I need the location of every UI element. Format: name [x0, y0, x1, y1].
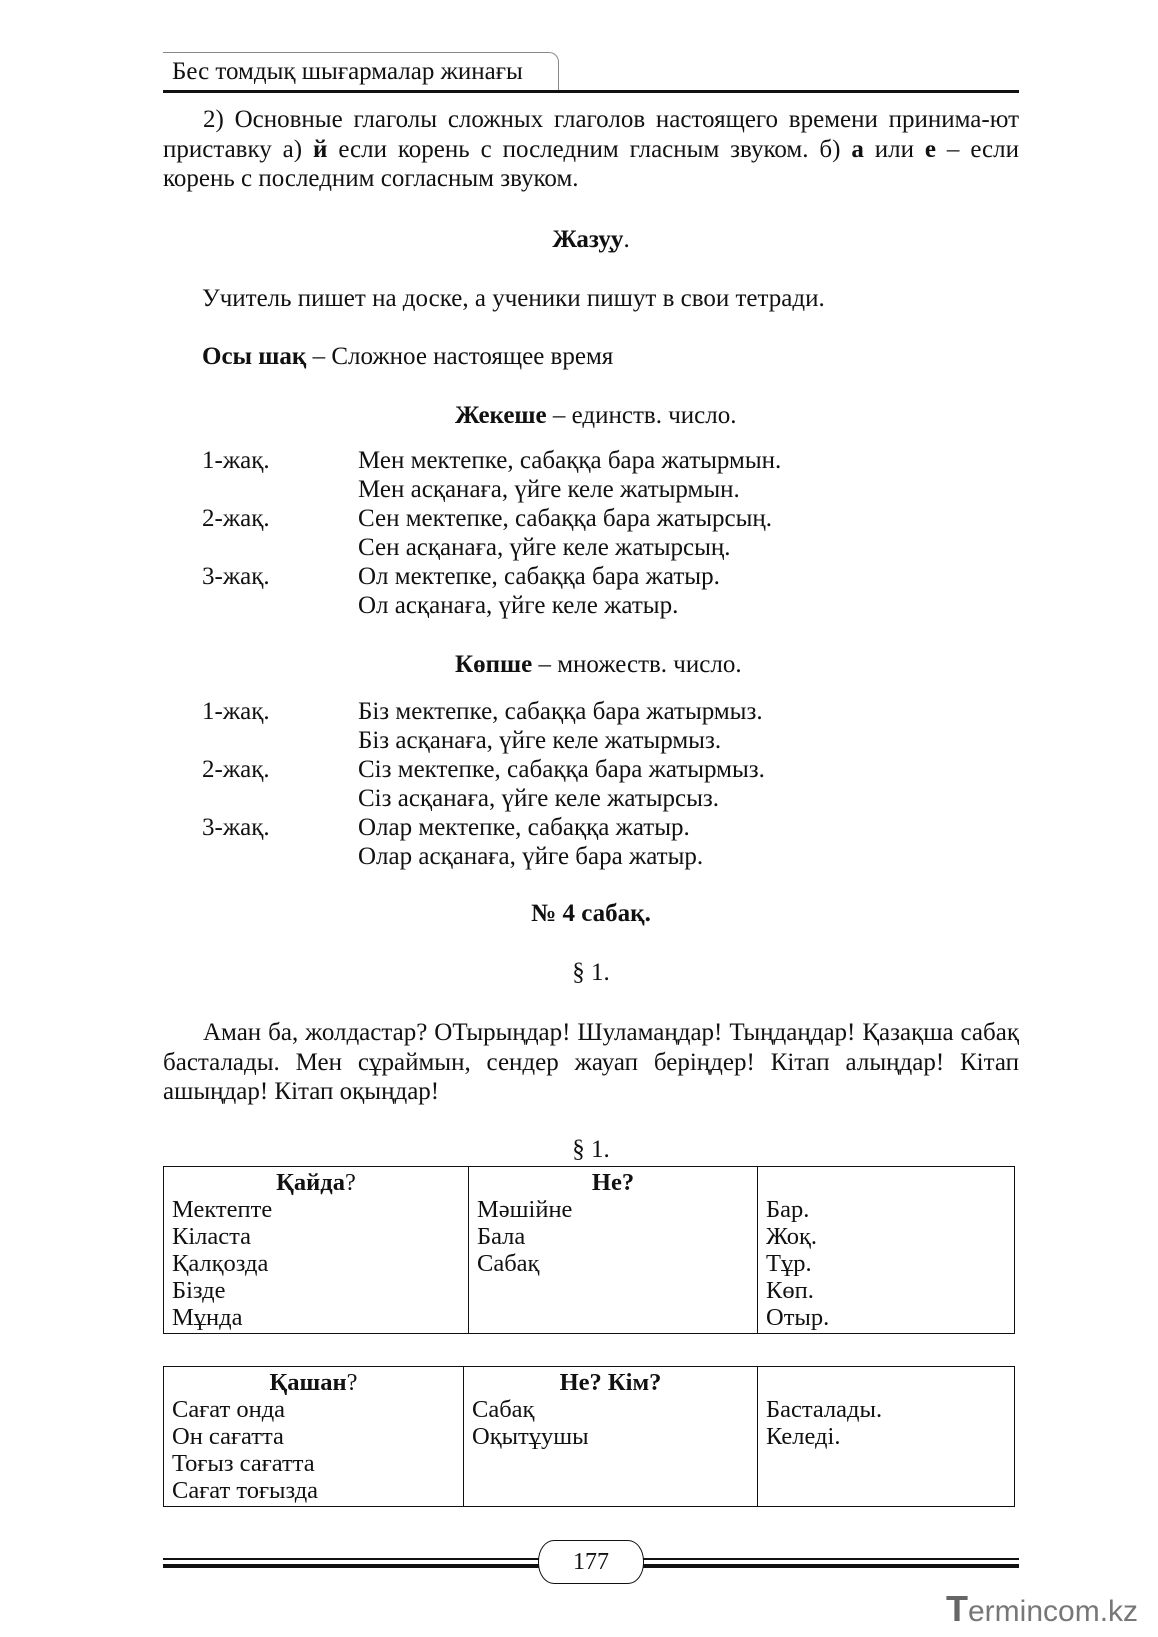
singular-label-1: 1-жақ. — [202, 447, 270, 474]
cell-text: Келеді. — [766, 1423, 841, 1450]
singular-sentence: Сен асқанаға, үйге келе жатырсың. — [358, 534, 731, 561]
plural-sentence: Олар асқанаға, үйге бара жатыр. — [358, 843, 704, 870]
singular-label-3: 3-жақ. — [202, 563, 270, 590]
column-header-empty — [766, 1169, 1006, 1196]
table-cell — [758, 1167, 1015, 1334]
writing-heading: Жазу̧у. — [552, 226, 630, 253]
cell-text: Мәшійне — [477, 1196, 573, 1223]
cell-text: Тұр. — [766, 1250, 812, 1277]
column-header: Не? — [591, 1169, 635, 1196]
column-header: Не? Кім? — [559, 1369, 662, 1396]
cell-text: Сабақ — [477, 1250, 540, 1277]
cell-text: Тоғыз сағатта — [172, 1450, 315, 1477]
table-cell — [164, 1167, 469, 1334]
cell-text: Басталады. — [766, 1396, 883, 1423]
cell-text: Бала — [477, 1223, 526, 1250]
plural-sentence: Олар мектепке, сабаққа жатыр. — [358, 814, 690, 841]
plural-sentence: Сіз мектепке, сабаққа бара жатырмыз. — [358, 756, 765, 783]
table-cell — [469, 1167, 758, 1334]
cell-text: Қалқозда — [172, 1250, 269, 1277]
plural-label-3: 3-жақ. — [202, 814, 270, 841]
singular-sentence: Ол мектепке, сабаққа бара жатыр. — [358, 563, 720, 590]
watermark-logo: Termincom.kz — [946, 1588, 1139, 1629]
plural-label-1: 1-жақ. — [202, 698, 270, 725]
cell-text: Кіласта — [172, 1223, 252, 1250]
page-number: 177 — [538, 1540, 644, 1584]
singular-sentence: Ол асқанаға, үйге келе жатыр. — [358, 592, 679, 619]
table-cell — [164, 1367, 464, 1507]
cell-text: Бізде — [172, 1277, 226, 1304]
singular-label-2: 2-жақ. — [202, 505, 270, 532]
running-header: Бес томдық шығармалар жинағы — [172, 58, 523, 85]
plural-sentence: Біз мектепке, сабаққа бара жатырмыз. — [358, 698, 763, 725]
cell-text: Мектепте — [172, 1196, 273, 1223]
plural-sentence: Біз асқанаға, үйге келе жатырмыз. — [358, 727, 722, 754]
column-header: Қайда? — [276, 1169, 356, 1196]
header-rule — [163, 90, 1019, 93]
cell-text: Мұнда — [172, 1304, 243, 1331]
lesson-title: № 4 сабақ. — [531, 900, 651, 927]
singular-sentence: Сен мектепке, сабаққа бара жатырсың. — [358, 505, 773, 532]
table-caption: § 1. — [572, 1136, 610, 1163]
cell-text: Көп. — [766, 1277, 814, 1304]
column-header-empty — [766, 1369, 1006, 1396]
singular-sentence: Мен мектепке, сабаққа бара жатырмын. — [358, 447, 782, 474]
cell-text: Отыр. — [766, 1304, 830, 1331]
singular-sentence: Мен асқанаға, үйге келе жатырмын. — [358, 476, 740, 503]
tense-line: Осы шақ – Сложное настоящее время — [202, 343, 614, 370]
cell-text: Оқытұушы — [472, 1423, 589, 1450]
cell-text: Он сағатта — [172, 1423, 284, 1450]
plural-sentence: Сіз асқанаға, үйге келе жатырсыз. — [358, 785, 720, 812]
greeting-paragraph: Аман ба, жолдастар? ОТырыңдар! Шуламаңдар! Тыңдаңдар! Қазақша сабақ басталады. Мен сұраймын, сендер жауап беріңдер! Кітап алыңдар! Кітап ашыңдар! Кітап оқыңдар! — [163, 1019, 1019, 1105]
plural-heading: Көпше – множеств. число. — [455, 651, 742, 678]
cell-text: Сабақ — [472, 1396, 535, 1423]
intro-paragraph: 2) Основные глаголы сложных глаголов настоящего времени принима-ют приставку а) й если корень с последним гласным звуком. б) а или е – если корень с последним согласным звуком. — [163, 106, 1020, 192]
cell-text: Сағат онда — [172, 1396, 286, 1423]
cell-text: Бар. — [766, 1196, 810, 1223]
cell-text: Сағат тоғызда — [172, 1477, 319, 1504]
cell-text: Жоқ. — [766, 1223, 817, 1250]
table-where — [163, 1166, 1015, 1334]
table-cell — [758, 1367, 1015, 1507]
table-when — [163, 1366, 1015, 1507]
column-header: Қашан? — [269, 1369, 358, 1396]
section-mark: § 1. — [572, 959, 610, 986]
teacher-line: Учитель пишет на доске, а ученики пишут в свои тетради. — [202, 285, 825, 312]
singular-heading: Жекеше – единств. число. — [455, 402, 737, 429]
table-cell — [464, 1367, 758, 1507]
plural-label-2: 2-жақ. — [202, 756, 270, 783]
